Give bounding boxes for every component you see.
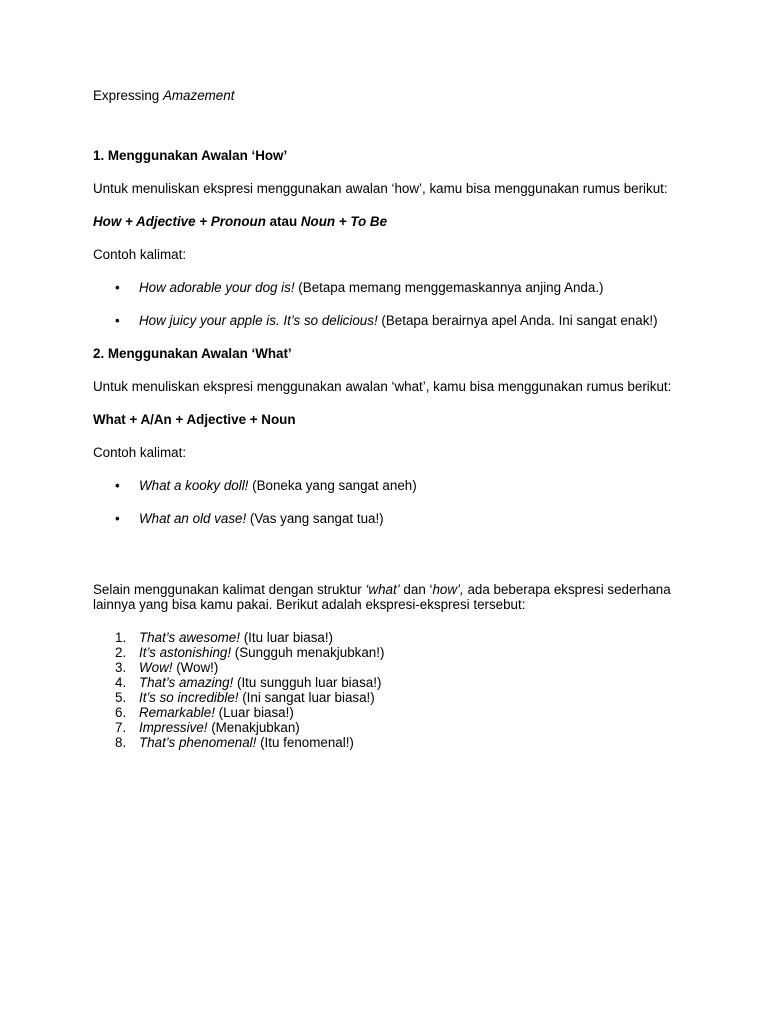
list-number: 1. <box>115 630 127 645</box>
expression-english: It’s so incredible! <box>139 690 239 705</box>
title-italic: Amazement <box>162 88 235 103</box>
list-number: 7. <box>115 720 127 735</box>
bullet-icon: • <box>115 280 120 295</box>
section-heading-how: 1. Menggunakan Awalan ‘How’ <box>93 148 288 163</box>
bullet-icon: • <box>115 511 120 526</box>
expression-english: That’s phenomenal! <box>139 735 257 750</box>
expression-translation: (Itu sungguh luar biasa!) <box>233 675 382 690</box>
expression-translation: (Ini sangat luar biasa!) <box>238 690 375 705</box>
title-plain: Expressing <box>93 88 163 103</box>
expression-list <box>93 630 673 750</box>
list-item <box>93 280 673 295</box>
section-heading-what: 2. Menggunakan Awalan ‘What’ <box>93 346 292 361</box>
expression-translation: (Wow!) <box>172 660 219 675</box>
example-english: How adorable your dog is! <box>139 280 295 295</box>
list-item <box>93 705 673 720</box>
expression-english: That’s awesome! <box>139 630 240 645</box>
bullet-icon: • <box>115 478 120 493</box>
formula-how-connector: atau <box>265 214 301 229</box>
formula-how-part2: Noun + To Be <box>300 214 388 229</box>
list-number: 3. <box>115 660 127 675</box>
closing-paragraph <box>93 582 673 612</box>
closing-how: how’, <box>432 582 464 597</box>
example-translation: (Betapa berairnya apel Anda. Ini sangat enak!) <box>377 313 658 328</box>
expression-translation: (Itu luar biasa!) <box>239 630 334 645</box>
formula-how-part1: How + Adjective + Pronoun <box>93 214 266 229</box>
closing-text2: dan ‘ <box>399 582 433 597</box>
examples-label-what: Contoh kalimat: <box>93 445 187 460</box>
example-english: How juicy your apple is. It’s so delicious! <box>139 313 378 328</box>
list-item <box>93 660 673 675</box>
spacer <box>93 544 673 582</box>
expression-translation: (Sungguh menakjubkan!) <box>231 645 385 660</box>
example-translation: (Vas yang sangat tua!) <box>246 511 384 526</box>
expression-english: Remarkable! <box>139 705 215 720</box>
list-item <box>93 645 673 660</box>
formula-how <box>93 214 673 229</box>
list-number: 6. <box>115 705 127 720</box>
list-item <box>93 313 673 328</box>
expression-english: It’s astonishing! <box>139 645 232 660</box>
list-number: 4. <box>115 675 127 690</box>
example-translation: (Betapa memang menggemaskannya anjing Anda.) <box>294 280 604 295</box>
document-title <box>93 88 673 103</box>
list-item <box>93 511 673 526</box>
example-list-how <box>93 280 673 328</box>
expression-translation: (Menakjubkan) <box>207 720 300 735</box>
formula-what: What + A/An + Adjective + Noun <box>93 412 296 427</box>
list-item <box>93 675 673 690</box>
list-number: 2. <box>115 645 127 660</box>
expression-english: Impressive! <box>139 720 208 735</box>
bullet-icon: • <box>115 313 120 328</box>
closing-text3: ada beberapa ekspresi sederhana lainnya yang bisa kamu pakai. Berikut adalah ekspresi-ekspresi tersebut: <box>93 582 671 612</box>
closing-text1: Selain menggunakan kalimat dengan struktur <box>93 582 366 597</box>
section-intro-how: Untuk menuliskan ekspresi menggunakan awalan ‘how’, kamu bisa menggunakan rumus berikut: <box>93 181 668 196</box>
expression-translation: (Itu fenomenal!) <box>256 735 354 750</box>
expression-english: Wow! <box>139 660 173 675</box>
list-item <box>93 630 673 645</box>
expression-translation: (Luar biasa!) <box>214 705 294 720</box>
list-item <box>93 478 673 493</box>
document-page <box>93 88 673 750</box>
list-item <box>93 690 673 705</box>
section-intro-what: Untuk menuliskan ekspresi menggunakan awalan ‘what’, kamu bisa menggunakan rumus berikut: <box>93 379 672 394</box>
list-item <box>93 735 673 750</box>
examples-label-how: Contoh kalimat: <box>93 247 187 262</box>
example-english: What an old vase! <box>139 511 247 526</box>
list-number: 5. <box>115 690 127 705</box>
example-translation: (Boneka yang sangat aneh) <box>248 478 417 493</box>
list-number: 8. <box>115 735 127 750</box>
expression-english: That’s amazing! <box>139 675 234 690</box>
list-item <box>93 720 673 735</box>
example-english: What a kooky doll! <box>139 478 249 493</box>
closing-what: ‘what’ <box>365 582 400 597</box>
example-list-what <box>93 478 673 526</box>
